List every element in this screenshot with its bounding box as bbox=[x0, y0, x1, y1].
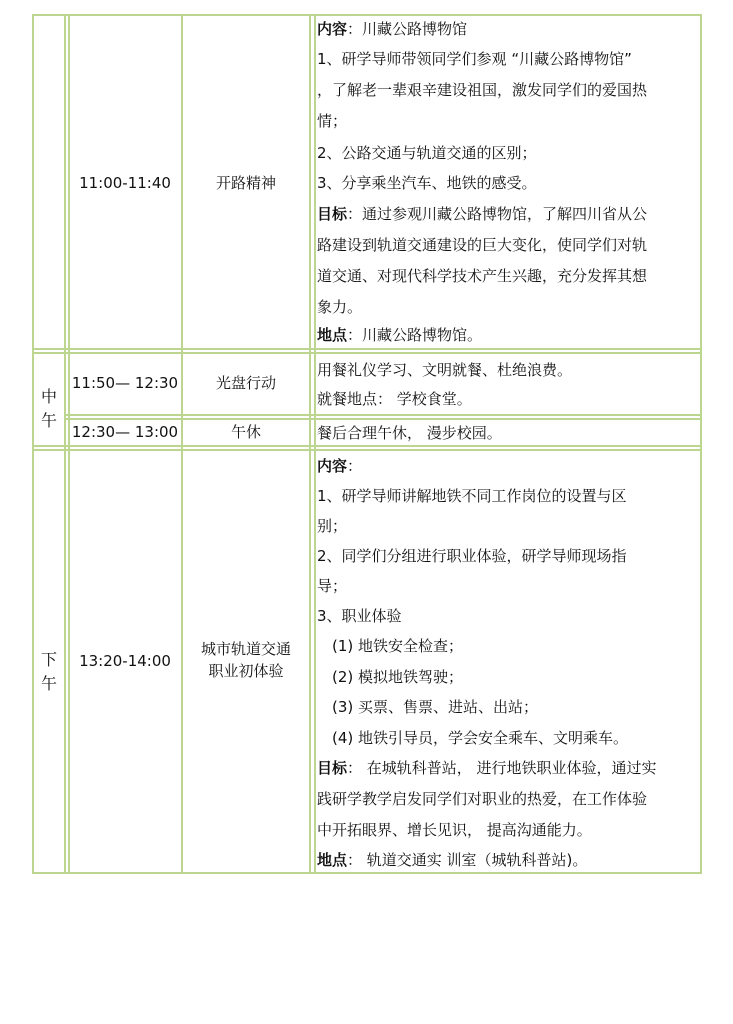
table-border-line bbox=[64, 14, 66, 874]
content-line bbox=[317, 849, 587, 870]
activity-line: 职业初体验 bbox=[208, 662, 284, 680]
table-border-line bbox=[32, 445, 702, 447]
activity-line: 城市轨道交通 bbox=[200, 640, 291, 658]
period-label-noon bbox=[34, 385, 64, 433]
period-char: 午 bbox=[40, 411, 57, 430]
content-cell bbox=[317, 356, 697, 412]
content-line: (4) 地铁引导员，学会安全乘车、文明乘车。 bbox=[332, 729, 629, 747]
content-text: ：通过参观川藏公路博物馆，了解四川省从公 bbox=[347, 205, 648, 223]
content-line: 2、公路交通与轨道交通的区别； bbox=[317, 144, 537, 162]
content-line: 路建设到轨道交通建设的巨大变化，使同学们对轨 bbox=[317, 236, 648, 254]
content-line: 3、分享乘坐汽车、地铁的感受。 bbox=[317, 174, 537, 192]
content-label: 地点 bbox=[317, 326, 348, 344]
content-text: ：川藏公路博物馆 bbox=[347, 20, 468, 38]
content-text: ： 轨道交通实 训室（城轨科普站)。 bbox=[347, 851, 588, 869]
time-cell: 12:30— 13:00 bbox=[71, 423, 179, 441]
content-label: 目标 bbox=[317, 205, 348, 223]
content-line: 就餐地点： 学校食堂。 bbox=[317, 390, 472, 408]
content-line bbox=[317, 203, 647, 224]
table-border-line bbox=[32, 449, 702, 451]
time-cell: 11:50— 12:30 bbox=[71, 374, 179, 392]
content-line: 践研学教学启发同学们对职业的热爱，在工作体验 bbox=[317, 790, 648, 808]
table-border-line bbox=[68, 14, 70, 874]
period-char: 下 bbox=[40, 650, 57, 669]
content-line: 象力。 bbox=[317, 298, 363, 316]
content-line bbox=[317, 18, 467, 39]
content-text: ： 在城轨科普站， 进行地铁职业体验，通过实 bbox=[347, 759, 657, 777]
content-line bbox=[317, 455, 362, 476]
activity-cell: 开路精神 bbox=[215, 174, 276, 192]
content-label: 内容 bbox=[317, 20, 348, 38]
content-text: ：川藏公路博物馆。 bbox=[347, 326, 483, 344]
table-border-line bbox=[32, 348, 702, 350]
content-line bbox=[317, 757, 657, 778]
content-line: (1) 地铁安全检查； bbox=[332, 637, 464, 655]
activity-cell bbox=[183, 638, 309, 682]
time-cell: 13:20-14:00 bbox=[79, 652, 171, 670]
content-line: 餐后合理午休， 漫步校园。 bbox=[317, 424, 502, 442]
time-cell: 11:00-11:40 bbox=[79, 174, 171, 192]
content-line: 情； bbox=[317, 112, 348, 130]
table-border-line bbox=[32, 14, 702, 16]
table-border-line bbox=[314, 14, 316, 874]
content-line bbox=[317, 324, 482, 345]
content-label: 地点 bbox=[317, 851, 348, 869]
table-border-line bbox=[32, 872, 702, 874]
content-cell bbox=[317, 455, 697, 870]
content-line: 中开拓眼界、增长见识， 提高沟通能力。 bbox=[317, 821, 592, 839]
content-line: (3) 买票、售票、进站、出站； bbox=[332, 698, 539, 716]
table-border-line bbox=[181, 14, 183, 874]
content-cell bbox=[317, 420, 697, 444]
content-line: 2、同学们分组进行职业体验，研学导师现场指 bbox=[317, 547, 627, 565]
period-label-afternoon bbox=[34, 648, 64, 696]
content-cell bbox=[317, 18, 697, 348]
content-text: ： bbox=[347, 457, 363, 475]
content-line: ，了解老一辈艰辛建设祖国，激发同学们的爱国热 bbox=[317, 81, 648, 99]
content-line: 导； bbox=[317, 577, 348, 595]
content-line: 别； bbox=[317, 517, 348, 535]
content-line: 3、职业体验 bbox=[317, 607, 402, 625]
content-line: 用餐礼仪学习、文明就餐、杜绝浪费。 bbox=[317, 361, 573, 379]
period-char: 中 bbox=[40, 387, 57, 406]
table-border-line bbox=[32, 14, 34, 874]
activity-cell: 光盘行动 bbox=[215, 374, 276, 392]
period-char: 午 bbox=[40, 674, 57, 693]
table-border-line bbox=[309, 14, 311, 874]
content-label: 内容 bbox=[317, 457, 348, 475]
table-border-line bbox=[32, 352, 702, 354]
table-border-line bbox=[700, 14, 702, 874]
content-line: (2) 模拟地铁驾驶； bbox=[332, 668, 464, 686]
content-label: 目标 bbox=[317, 759, 348, 777]
content-line: 1、研学导师带领同学们参观 “川藏公路博物馆” bbox=[317, 50, 632, 68]
activity-cell: 午休 bbox=[230, 423, 261, 441]
content-line: 1、研学导师讲解地铁不同工作岗位的设置与区 bbox=[317, 487, 627, 505]
content-line: 道交通、对现代科学技术产生兴趣，充分发挥其想 bbox=[317, 267, 648, 285]
table-border-line bbox=[66, 414, 702, 416]
